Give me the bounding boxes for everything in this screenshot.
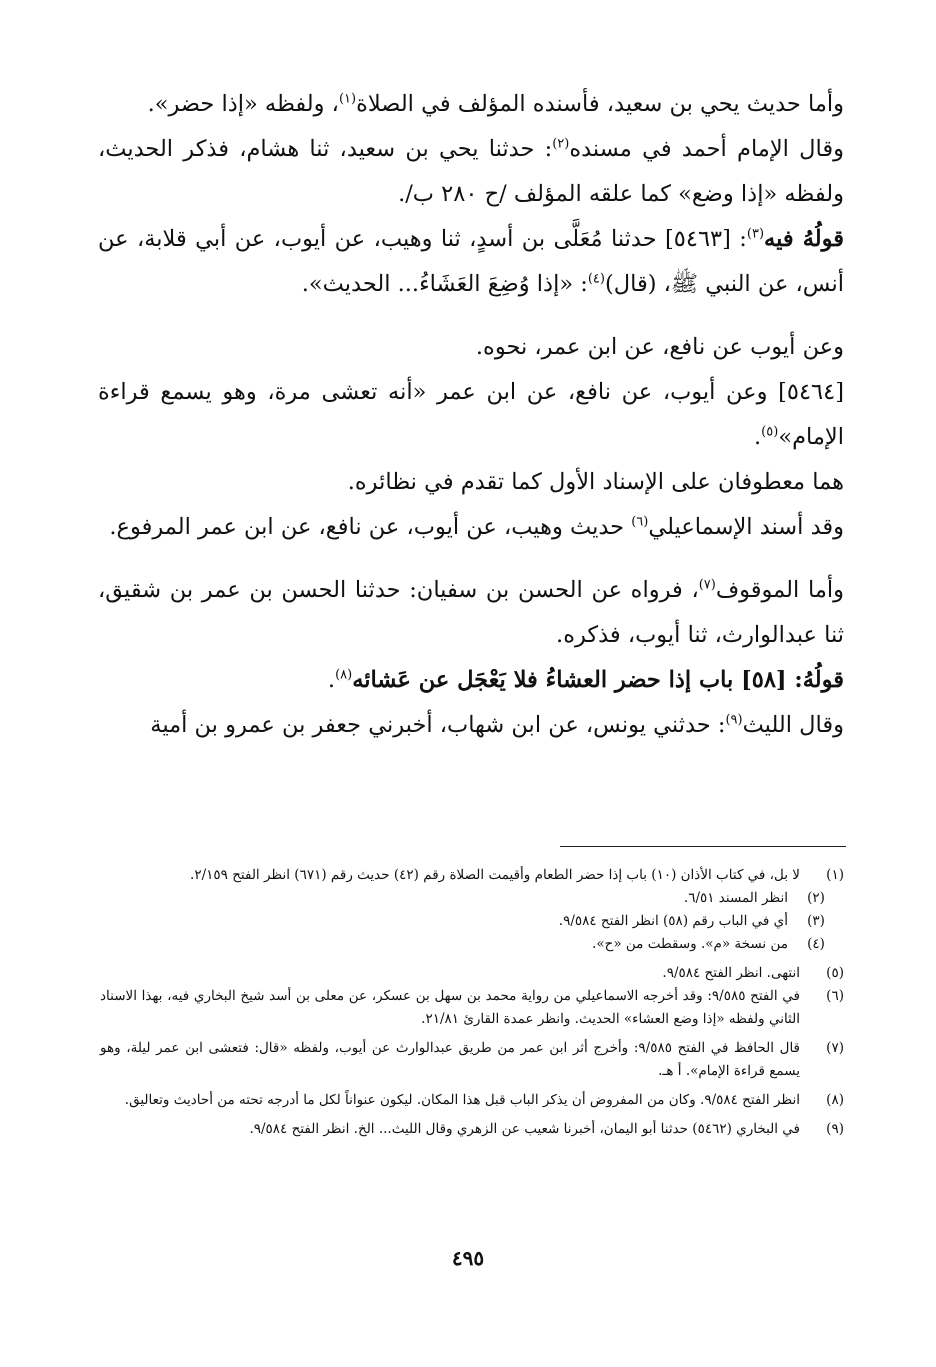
paragraph: هما معطوفان على الإسناد الأول كما تقدم في نظائره. bbox=[347, 469, 844, 495]
footnote-ref: (٢) bbox=[552, 136, 570, 152]
footnote bbox=[100, 1037, 844, 1083]
footnote bbox=[100, 910, 844, 933]
footnote-number: (٧) bbox=[826, 1040, 844, 1056]
text: : «إذا وُضِعَ العَشَاءُ... الحديث». bbox=[301, 271, 588, 297]
footnote bbox=[100, 1118, 844, 1141]
footnote-ref: (٥) bbox=[761, 424, 779, 440]
footnote-text: من نسخة «م». وسقطت من «ح». bbox=[592, 936, 788, 952]
paragraph: وعن أيوب عن نافع، عن ابن عمر، نحوه. bbox=[475, 334, 844, 360]
footnote bbox=[100, 1089, 844, 1112]
text: [٥٤٦٤] وعن أيوب، عن نافع، عن ابن عمر «أنه تعشى مرة، وهو يسمع قراءة الإمام» bbox=[98, 379, 844, 450]
footnote bbox=[100, 887, 844, 910]
footnote-ref: (٩) bbox=[725, 712, 743, 728]
footnote-text: انتهى. انظر الفتح ٩/٥٨٤. bbox=[662, 965, 800, 981]
text: وأما حديث يحي بن سعيد، فأسنده المؤلف في الصلاة bbox=[356, 91, 844, 117]
text: وقال الليث bbox=[742, 712, 844, 738]
footnote-text: قال الحافظ في الفتح ٩/٥٨٥: وأخرج أثر ابن عمر من طريق عبدالوارث عن أيوب، ولفظه «قال: فتعشى ابن عمر ليلة، وهو يسمع قراءة الإمام». أ هـ. bbox=[100, 1040, 801, 1079]
footnote-number: (٢) bbox=[807, 890, 825, 906]
footnote-text: انظر الفتح ٩/٥٨٤. وكان من المفروض أن يذكر الباب قبل هذا المكان. ليكون عنواناً لكل ما أدرجه تحته من أحاديث وتعاليق. bbox=[124, 1092, 800, 1108]
footnote-number: (٨) bbox=[826, 1092, 844, 1108]
footnote-text: لا بل، في كتاب الأذان (١٠) باب إذا حضر الطعام وأقيمت الصلاة رقم (٤٢) حديث رقم (٦٧١) انظر الفتح ٢/١٥٩. bbox=[190, 867, 800, 883]
footnote-ref: (٦) bbox=[631, 514, 649, 530]
text: : حدثني يونس، عن ابن شهاب، أخبرني جعفر بن عمرو بن أمية bbox=[150, 712, 726, 738]
footnote bbox=[100, 864, 844, 887]
footnote-text: انظر المسند ٦/٥١. bbox=[683, 890, 788, 906]
footnote-number: (٣) bbox=[807, 913, 825, 929]
footnote-ref: (١) bbox=[338, 91, 357, 107]
footnote bbox=[100, 933, 844, 956]
text: . bbox=[327, 667, 336, 693]
main-text bbox=[98, 82, 844, 748]
page-number: ٤٩٥ bbox=[451, 1246, 485, 1270]
footnote bbox=[100, 962, 844, 985]
paragraph bbox=[98, 217, 844, 307]
paragraph bbox=[98, 505, 844, 550]
footnote-ref: (٨) bbox=[335, 667, 353, 683]
paragraph bbox=[98, 658, 844, 703]
paragraph bbox=[98, 703, 844, 748]
footnote bbox=[100, 985, 844, 1031]
text: : حدثنا يحي بن سعيد، ثنا هشام، فذكر الحديث، ولفظه «إذا وضع» كما علقه المؤلف /ح ٢٨٠ ب/. bbox=[98, 136, 844, 207]
text: : [٥٤٦٣] حدثنا مُعَلَّى بن أسدٍ، ثنا وهيب، عن أيوب، عن أبي قلابة، عن أنس، عن النبي ﷺ، (قال) bbox=[98, 226, 844, 297]
footnote-ref: (٧) bbox=[698, 577, 716, 593]
footnote-divider bbox=[560, 846, 846, 847]
footnote-text: أي في الباب رقم (٥٨) انظر الفتح ٩/٥٨٤. bbox=[558, 913, 788, 929]
footnote-ref: (٣) bbox=[746, 226, 765, 242]
spacer bbox=[98, 550, 844, 568]
text: ، فرواه عن الحسن بن سفيان: حدثنا الحسن بن عمر بن شقيق، ثنا عبدالوارث، ثنا أيوب، فذكره. bbox=[98, 577, 844, 648]
paragraph bbox=[98, 82, 844, 127]
footnote-text: في البخاري (٥٤٦٢) حدثنا أبو اليمان، أخبرنا شعيب عن الزهري وقال الليث... الخ. انظر الفتح ٩/٥٨٤. bbox=[249, 1121, 800, 1137]
text: وقد أسند الإسماعيلي bbox=[648, 514, 844, 540]
text: . bbox=[754, 424, 762, 450]
footnote-text: في الفتح ٩/٥٨٥: وقد أخرجه الاسماعيلي من رواية محمد بن سهل بن عسكر، عن معلى بن أسد شيخ البخاري فيه، بهذا الاسناد الثاني ولفظه «إذا وضع العشاء» الحديث. وانظر عمدة القارئ ٢١/٨١. bbox=[100, 988, 800, 1027]
footnote-number: (٩) bbox=[826, 1121, 844, 1137]
footnote-ref: (٤) bbox=[587, 271, 605, 287]
footnotes bbox=[100, 864, 844, 1141]
text: ، ولفظه «إذا حضر». bbox=[147, 91, 339, 117]
lead-text: قولُهُ: [٥٨] باب إذا حضر العشاءُ فلا يَعْجَل عن عَشائه bbox=[352, 667, 844, 693]
footnote-number: (٦) bbox=[826, 988, 844, 1004]
text: وقال الإمام أحمد في مسنده bbox=[569, 136, 844, 162]
paragraph bbox=[98, 127, 844, 217]
spacer bbox=[98, 307, 844, 325]
lead-text: قولُهُ فيه bbox=[764, 226, 844, 252]
footnote-number: (١) bbox=[826, 867, 844, 883]
paragraph bbox=[98, 568, 844, 658]
paragraph bbox=[98, 370, 844, 460]
text: وأما الموقوف bbox=[715, 577, 844, 603]
footnote-number: (٥) bbox=[826, 965, 844, 981]
text: حديث وهيب، عن أيوب، عن نافع، عن ابن عمر المرفوع. bbox=[109, 514, 632, 540]
footnote-number: (٤) bbox=[807, 936, 825, 952]
